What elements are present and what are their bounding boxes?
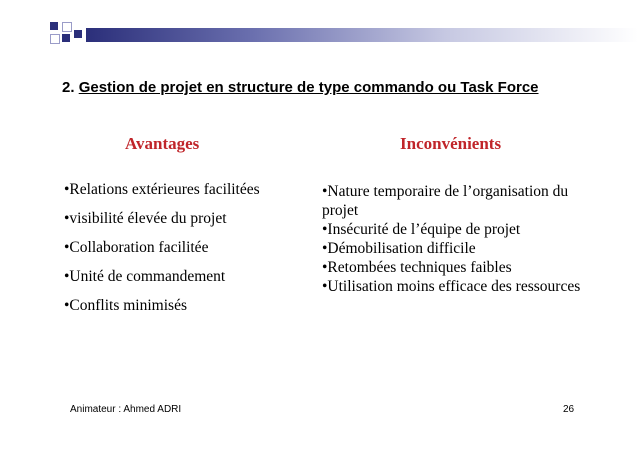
header-gradient-bar: [86, 28, 638, 42]
logo-square: [74, 30, 82, 38]
advantages-heading: Avantages: [125, 134, 200, 153]
list-item: •Conflits minimisés: [64, 297, 187, 314]
list-item: •Démobilisation difficile: [322, 240, 476, 257]
list-item: •Unité de commandement: [64, 268, 226, 285]
page-number: 26: [563, 404, 575, 415]
list-item: •visibilité élevée du projet: [64, 210, 227, 227]
footer-author: Animateur : Ahmed ADRI: [70, 404, 182, 415]
list-item: •Nature temporaire de l’organisation du projet: [322, 183, 569, 219]
advantages-list: [64, 180, 260, 325]
slide-header-decoration: [0, 0, 638, 60]
list-item: •Retombées techniques faibles: [322, 259, 512, 276]
disadvantages-list: [322, 182, 592, 296]
list-item: •Collaboration facilitée: [64, 239, 209, 256]
slide-title-number: 2.: [62, 79, 75, 96]
slide-title-text: Gestion de projet en structure de type commando ou Task Force: [78, 79, 539, 96]
logo-square: [50, 34, 60, 44]
disadvantages-heading: Inconvénients: [400, 134, 502, 153]
list-item: •Relations extérieures facilitées: [64, 181, 260, 198]
slide-title: [62, 79, 539, 96]
logo-square: [62, 22, 72, 32]
list-item: •Insécurité de l’équipe de projet: [322, 221, 521, 238]
logo-square: [50, 22, 58, 30]
logo-square: [62, 34, 70, 42]
list-item: •Utilisation moins efficace des ressources: [322, 278, 581, 295]
